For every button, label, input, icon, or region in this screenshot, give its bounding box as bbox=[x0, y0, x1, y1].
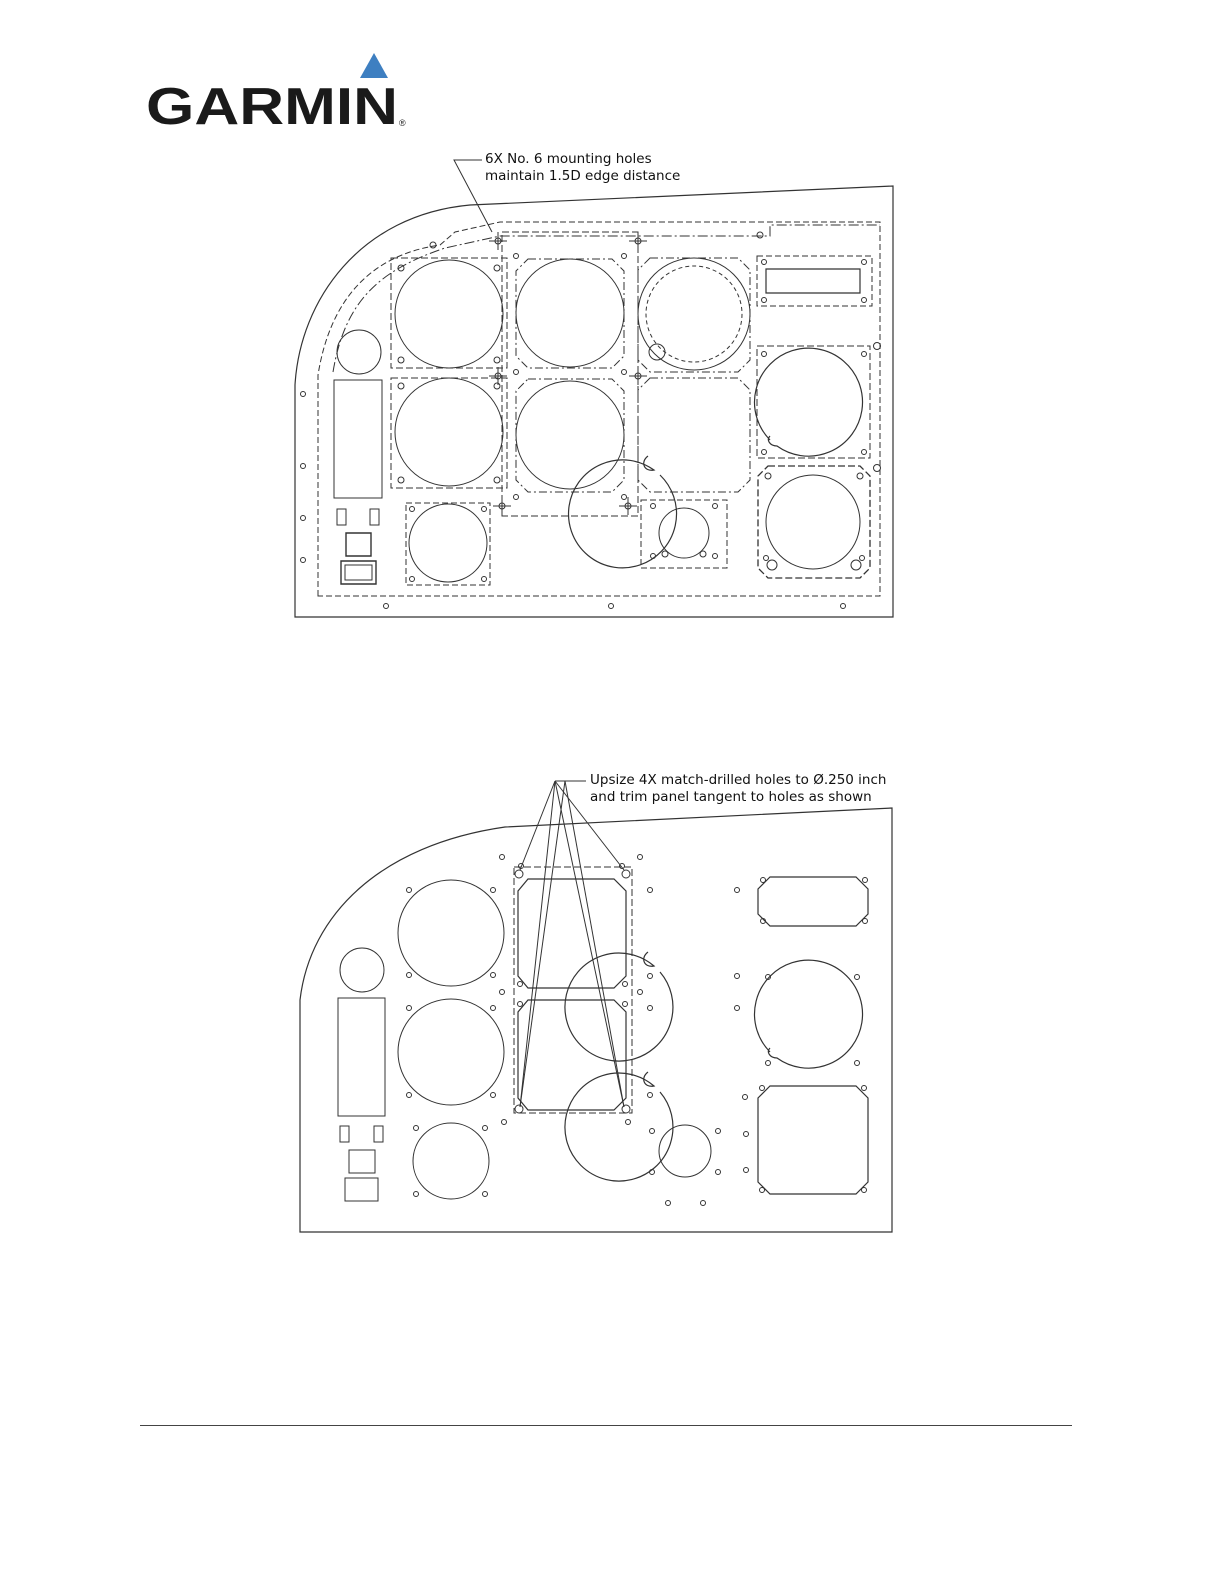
instrument-cutouts-right-center bbox=[565, 888, 749, 1206]
panel-inner-frame bbox=[318, 222, 880, 596]
instrument-cutouts-right-center bbox=[569, 258, 750, 568]
instrument-cutouts-left bbox=[398, 880, 504, 1199]
panel-drawing-modified bbox=[295, 800, 900, 1240]
callout-upsize-holes-line1: Upsize 4X match-drilled holes to Ø.250 inch bbox=[590, 772, 887, 788]
edge-holes bbox=[301, 232, 881, 609]
switch-cutouts bbox=[334, 330, 382, 584]
garmin-logo bbox=[146, 50, 411, 130]
instrument-cutouts-right bbox=[755, 256, 872, 578]
callout-mounting-holes-line2: maintain 1.5D edge distance bbox=[485, 167, 681, 184]
instrument-cutouts-left bbox=[391, 258, 507, 585]
garmin-logo-registered: ® bbox=[399, 118, 406, 128]
panel-drawing-existing bbox=[290, 180, 900, 625]
panel-outline bbox=[300, 808, 892, 1232]
callout-upsize-holes-line2: and trim panel tangent to holes as shown bbox=[590, 788, 872, 805]
instrument-cutouts-center bbox=[502, 232, 638, 516]
panel-subframe bbox=[333, 225, 880, 372]
garmin-logo-triangle bbox=[360, 53, 388, 78]
switch-cutouts bbox=[338, 948, 385, 1201]
instrument-cutouts-right bbox=[755, 877, 868, 1194]
mounting-hole-marks bbox=[489, 232, 647, 515]
callout-mounting-holes-line1: 6X No. 6 mounting holes bbox=[485, 151, 652, 167]
footer-divider bbox=[140, 1425, 1072, 1426]
instrument-cutouts-center bbox=[500, 855, 643, 1125]
panel-outline bbox=[295, 186, 893, 617]
garmin-logo-text: GARMIN bbox=[146, 78, 398, 130]
